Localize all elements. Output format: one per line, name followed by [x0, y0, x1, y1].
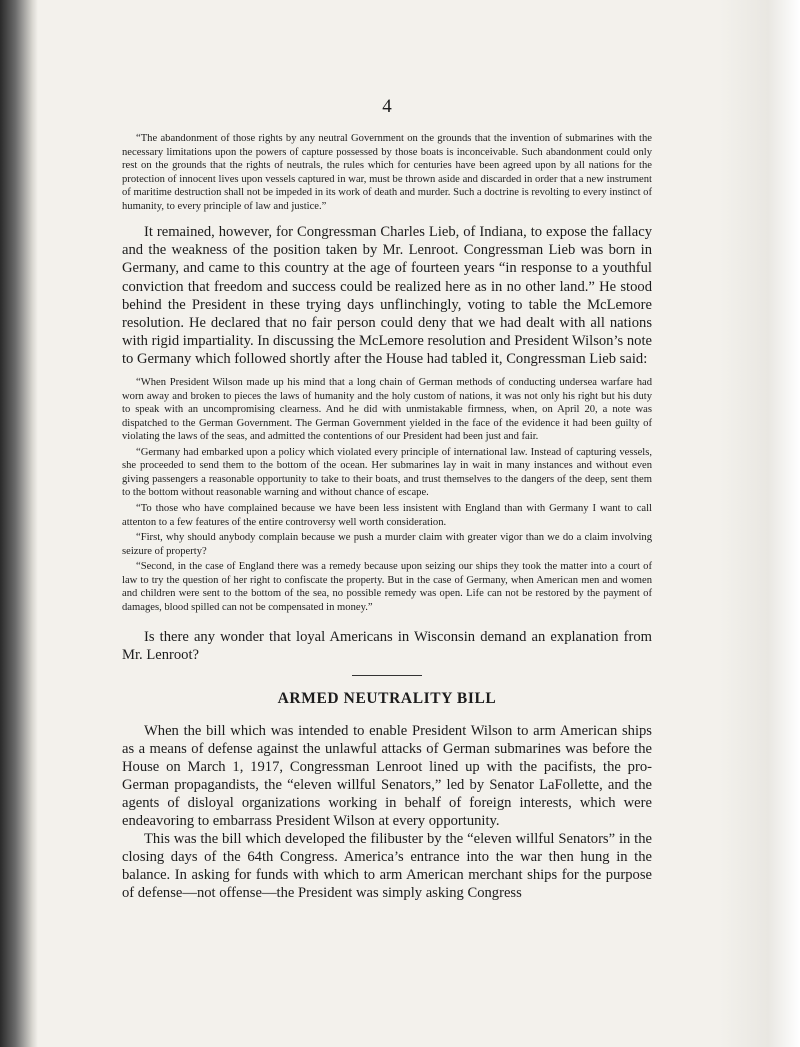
- opening-quote: “The abandonment of those rights by any neutral Government on the grounds that the invention of submarines with the necessary limitations upon the powers of capture possessed by those boats is inconceivable. Such abandonment could only rest on the grounds that the rights of neutrals, the rules which for centuries have been agreed upon by all nations for the protection of innocent lives upon vessels captured in war, must be thrown aside and discarded in order that a new instrument of maritime destruction shall not be impeded in its work of death and murder. Such a doctrine is revolting to every instinct of humanity, to every principle of law and justice.”: [122, 133, 652, 212]
- armed-neutrality-paragraph-1: When the bill which was intended to enable President Wilson to arm American ships as a means of defense against the unlawful attacks of German submarines was before the House on March 1, 1917, Congressman Lenroot lined up with the pacifists, the pro-German propagandists, the “eleven willful Senators,” led by Senator LaFollette, and the agents of disloyal organizations working in behalf of foreign interests, which were endeavoring to embarrass President Wilson at every opportunity.: [122, 722, 652, 829]
- explanation-paragraph: Is there any wonder that loyal Americans in Wisconsin demand an explanation from Mr. Lenroot?: [122, 629, 652, 664]
- document-page: [122, 96, 652, 902]
- armed-neutrality-paragraph-2: This was the bill which developed the filibuster by the “eleven willful Senators” in the closing days of the 64th Congress. America’s entrance into the war then hung in the balance. In asking for funds with which to arm American merchant ships for the purpose of defense—not offense—the President was simply asking Congress: [122, 831, 652, 902]
- section-divider: [352, 675, 422, 676]
- lieb-quote-2: “Germany had embarked upon a policy which violated every principle of international law. Instead of capturing vessels, she proceeded to send them to the bottom of the ocean. Her submarines lay in wait in many instances and without even giving passengers a reasonable opportunity to take to their boats, and trust themselves to the dangers of the deep, sent them to the bottom without reasonable warning and without chance of escape.: [122, 446, 652, 499]
- lieb-quote-block: [122, 376, 652, 614]
- lieb-quote-3: “To those who have complained because we have been less insistent with England than with Germany I want to call attenton to a few features of the entire controversy well worth consideration.: [122, 502, 652, 528]
- scan-right-edge: [720, 0, 800, 1047]
- page-bottom-margin: [0, 930, 800, 1047]
- section-heading: ARMED NEUTRALITY BILL: [277, 689, 497, 707]
- lieb-quote-5: “Second, in the case of England there was a remedy because upon seizing our ships they took the matter into a court of law to try the question of her right to confiscate the property. But in the case of Germany, when American men and women and children were sent to the bottom of the sea, no possible remedy was open. Life can not be restored by the payment of damages, blood spilled can not be compensated in money.”: [122, 561, 652, 613]
- lieb-quote-4: “First, why should anybody complain because we push a murder claim with greater vigor than we do a claim involving seizure of property?: [122, 532, 652, 557]
- scan-left-shadow: [0, 0, 38, 1047]
- lieb-paragraph: It remained, however, for Congressman Charles Lieb, of Indiana, to expose the fallacy and the weakness of the position taken by Mr. Lenroot. Congressman Lieb was born in Germany, and came to this country at the age of fourteen years “in response to a youthful conviction that freedom and success could be realized here as in no other land.” He stood behind the President in these trying days unflinchingly, voting to table the McLemore resolution. He declared that no fair person could deny that we had dealt with all nations with rigid impartiality. In discussing the McLemore resolution and President Wilson’s note to Germany which followed shortly after the House had tabled it, Congressman Lieb said:: [122, 224, 652, 367]
- page-number: 4: [382, 96, 392, 117]
- lieb-quote-1: “When President Wilson made up his mind that a long chain of German methods of conducting undersea warfare had worn away and broken to pieces the laws of humanity and the holy custom of nations, it was not only his right but his duty to speak with an uncompromising clearness. And he did with unmistakable firmness, when, on April 20, a note was dispatched to the German Government. The German Government yielded in the face of the evidence it had been guilty of violating the laws of the seas, and admitted the contentions of our President had been just and fair.: [122, 377, 652, 443]
